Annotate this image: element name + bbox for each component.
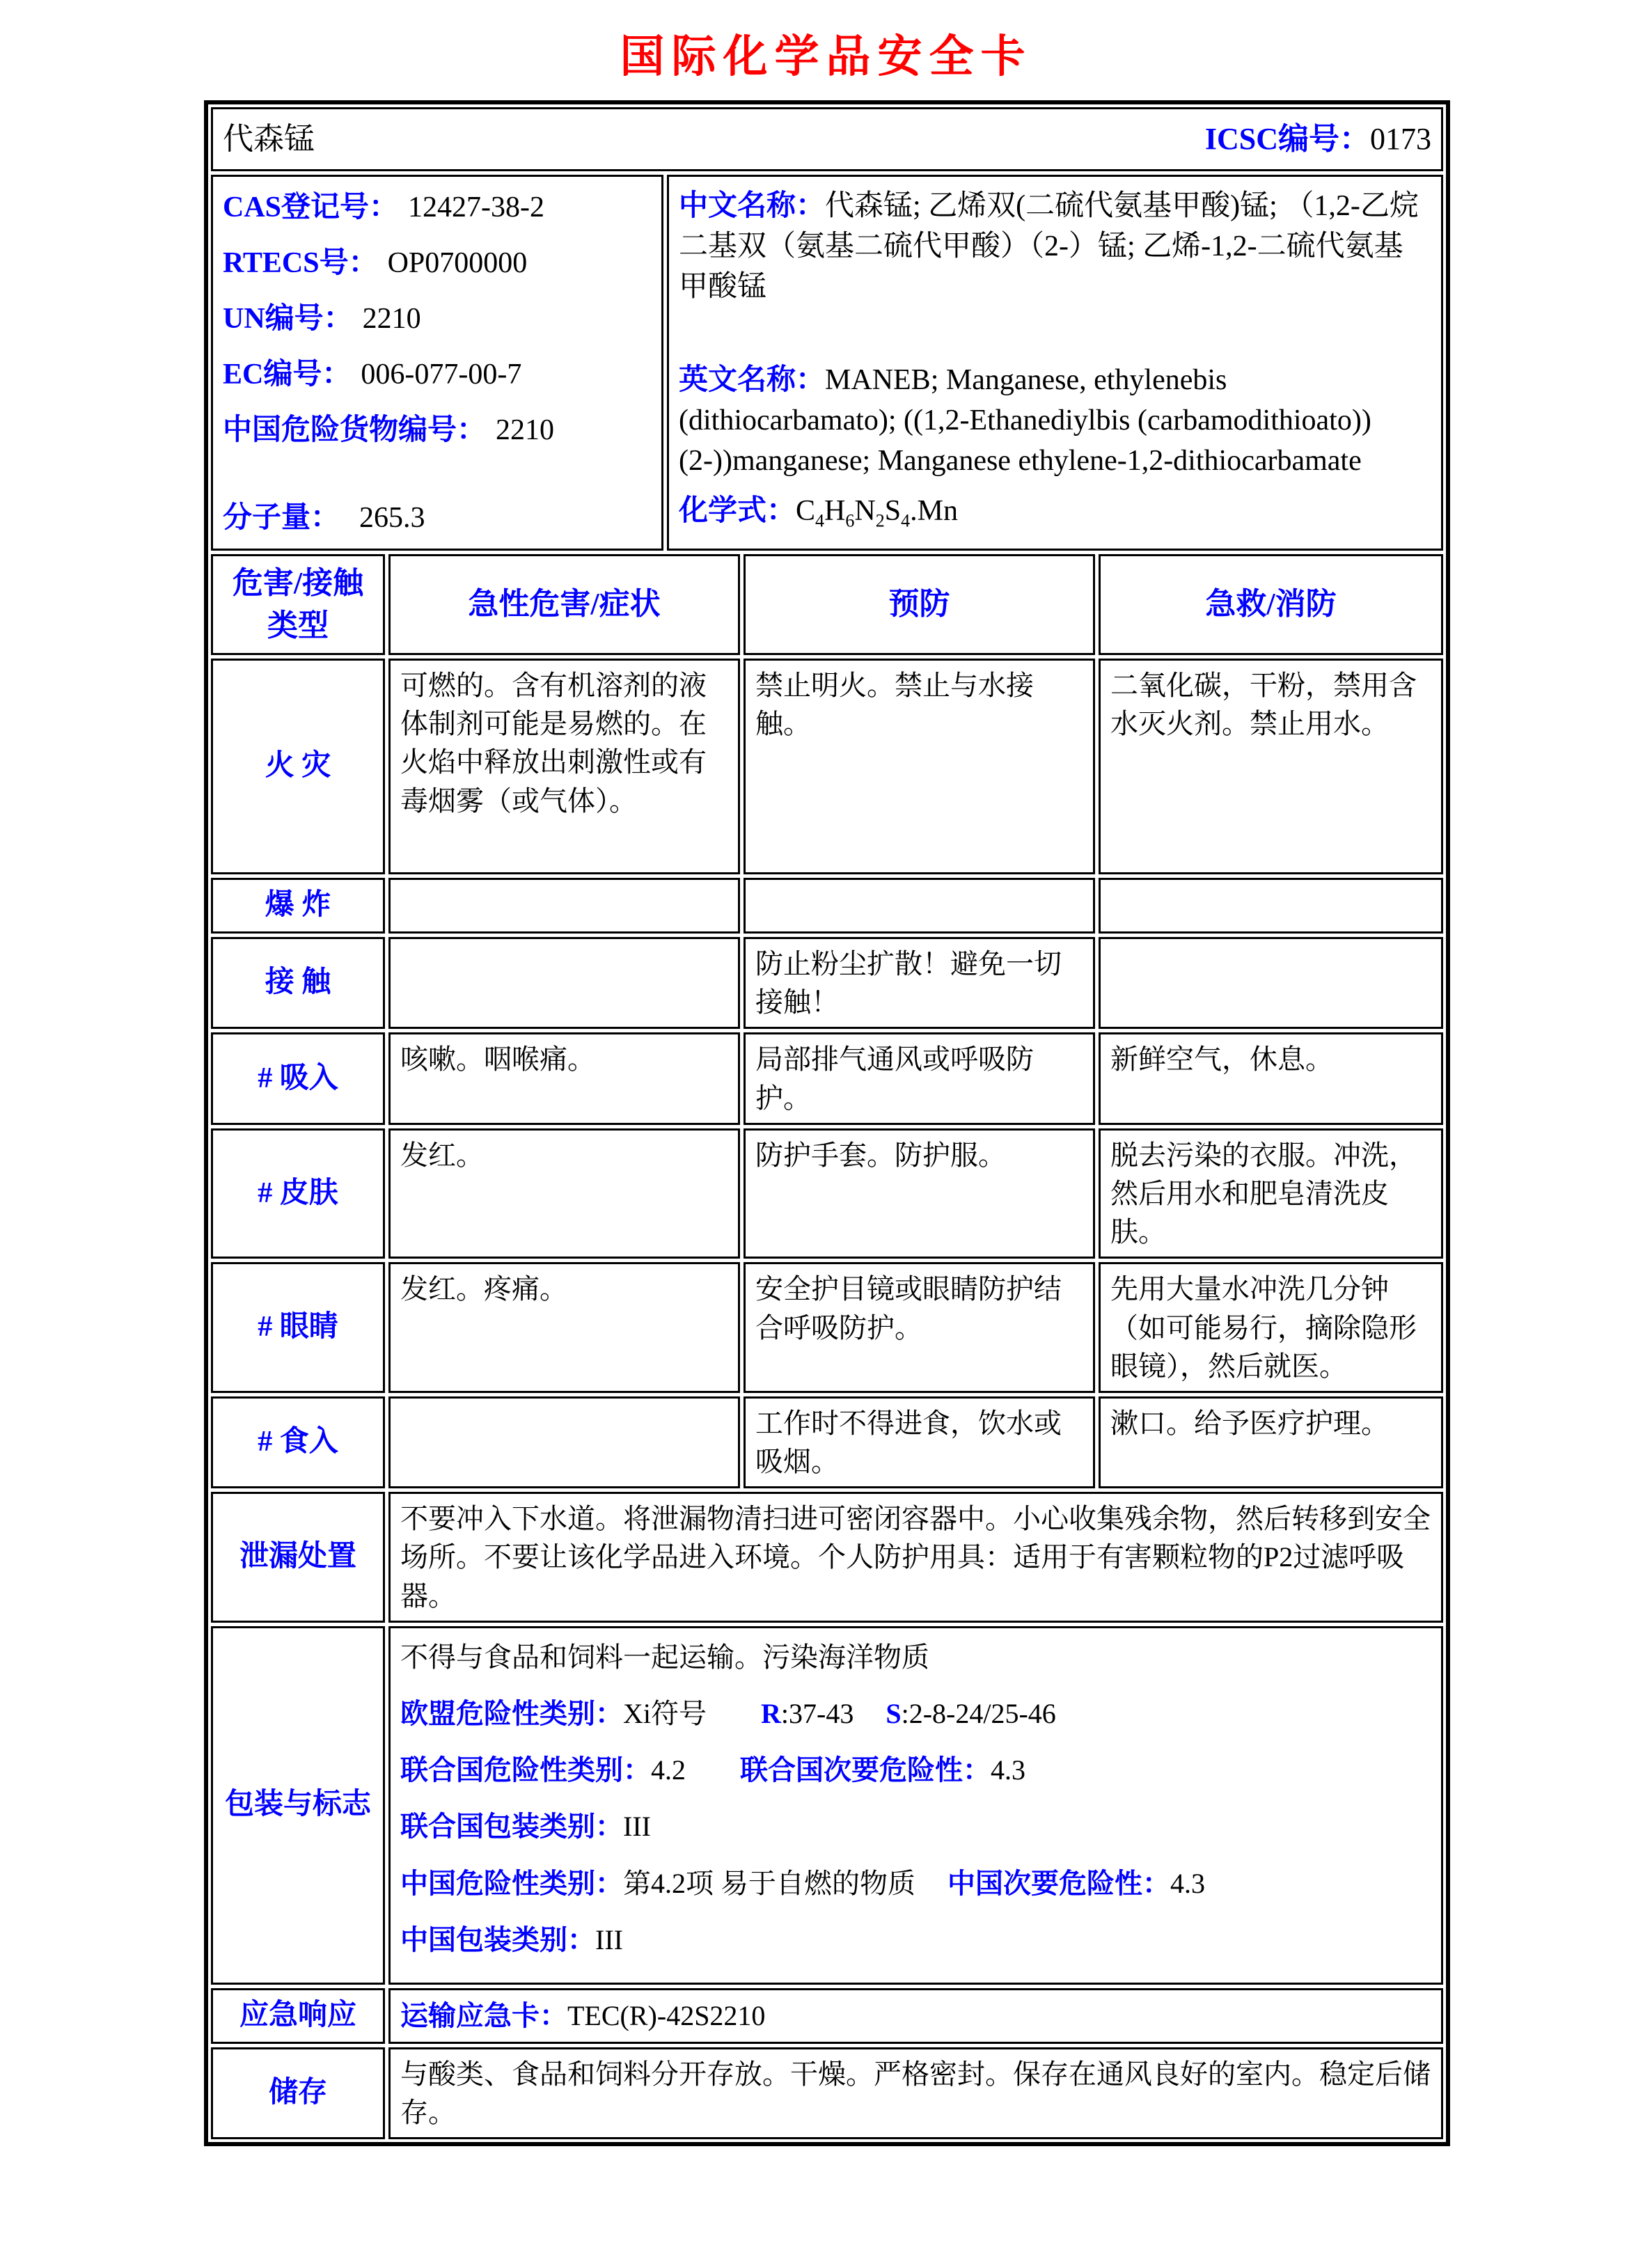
china-dg-number-line bbox=[223, 411, 652, 451]
s-phrase-value: :2-8-24/25-46 bbox=[901, 1698, 1056, 1729]
eu-class-label: 欧盟危险性类别： bbox=[400, 1698, 623, 1729]
cas-label: CAS登记号： bbox=[223, 191, 399, 223]
transport-card-value: TEC(R)-42S2210 bbox=[567, 2000, 766, 2032]
hazard-header-row bbox=[211, 554, 1443, 655]
row-inhalation bbox=[211, 1032, 1443, 1124]
storage-label: 储存 bbox=[211, 2047, 385, 2139]
name-cell bbox=[211, 107, 1443, 171]
ec-value: 006-077-00-7 bbox=[361, 358, 522, 391]
row-fire bbox=[211, 659, 1443, 874]
english-name-value: MANEB; Manganese, ethylenebis (dithiocarbamato); ((1,2-Ethanediylbis (carbamodithioato))(2-))manganese; Manganese ethylene-1,2-dithiocarbamate bbox=[679, 363, 1371, 477]
chinese-name-label: 中文名称： bbox=[679, 190, 826, 222]
cn-class-label: 中国危险性类别： bbox=[400, 1867, 623, 1899]
eyes-prevention: 安全护目镜或眼睛防护结合呼吸防护。 bbox=[744, 1262, 1095, 1393]
exposure-first-aid bbox=[1099, 937, 1443, 1029]
cas-number-line bbox=[223, 188, 652, 228]
cn-subrisk-label: 中国次要危险性： bbox=[947, 1867, 1170, 1899]
fire-first-aid: 二氧化碳，干粉，禁用含水灭火剂。禁止用水。 bbox=[1099, 659, 1443, 874]
row-exposure bbox=[211, 937, 1443, 1029]
formula-value: $C_4H_6N_2S_4.Mn$ bbox=[796, 494, 958, 531]
skin-first-aid: 脱去污染的衣服。冲洗，然后用水和肥皂清洗皮肤。 bbox=[1099, 1128, 1443, 1259]
safety-card bbox=[204, 100, 1450, 2146]
un-label: UN编号： bbox=[223, 302, 353, 335]
explosion-first-aid bbox=[1099, 878, 1443, 934]
ingestion-symptoms bbox=[388, 1396, 740, 1488]
un-subrisk-label: 联合国次要危险性： bbox=[740, 1754, 991, 1786]
page-title: 国际化学品安全卡 bbox=[620, 31, 1032, 83]
inhalation-first-aid: 新鲜空气，休息。 bbox=[1099, 1032, 1443, 1124]
storage-text: 与酸类、食品和饲料分开存放。干燥。严格密封。保存在通风良好的室内。稳定后储存。 bbox=[388, 2047, 1443, 2139]
exposure-symptoms bbox=[388, 937, 740, 1029]
header-prevention: 预防 bbox=[744, 554, 1095, 655]
cn-hazard-line bbox=[400, 1864, 1431, 1903]
english-name-line bbox=[679, 361, 1431, 482]
skin-type-label: # 皮肤 bbox=[211, 1128, 385, 1259]
emergency-content bbox=[388, 1988, 1443, 2044]
rtecs-label: RTECS号： bbox=[223, 246, 378, 279]
exposure-type-label: 接 触 bbox=[211, 937, 385, 1029]
rtecs-number-line bbox=[223, 244, 652, 284]
molecular-weight-line bbox=[223, 498, 652, 539]
ingestion-first-aid: 漱口。给予医疗护理。 bbox=[1099, 1396, 1443, 1488]
un-number-line bbox=[223, 299, 652, 340]
row-explosion bbox=[211, 878, 1443, 934]
s-phrase-label: S bbox=[886, 1698, 902, 1729]
names-cell bbox=[667, 175, 1443, 551]
inhalation-symptoms: 咳嗽。咽喉痛。 bbox=[388, 1032, 740, 1124]
chemical-name: 代森锰 bbox=[223, 121, 315, 156]
r-phrase-value: :37-43 bbox=[780, 1698, 854, 1729]
row-storage bbox=[211, 2047, 1443, 2139]
row-packaging-labelling bbox=[211, 1626, 1443, 1985]
rtecs-value: OP0700000 bbox=[387, 246, 528, 279]
un-class-value: 4.2 bbox=[651, 1754, 686, 1786]
un-hazard-line bbox=[400, 1751, 1431, 1789]
chinese-name-line bbox=[679, 187, 1431, 308]
icsc-label: ICSC编号： bbox=[1204, 121, 1370, 156]
name-row bbox=[211, 107, 1443, 171]
fire-symptoms: 可燃的。含有机溶剂的液体制剂可能是易燃的。在火焰中释放出刺激性或有毒烟雾（或气体）。 bbox=[388, 659, 740, 874]
eu-hazard-line bbox=[400, 1694, 1431, 1733]
cn-packing-line bbox=[400, 1921, 1431, 1959]
ec-number-line bbox=[223, 355, 652, 395]
molecular-weight-label: 分子量： bbox=[223, 502, 340, 535]
row-spill-disposal bbox=[211, 1492, 1443, 1623]
eyes-symptoms: 发红。疼痛。 bbox=[388, 1262, 740, 1393]
header-hazard-type: 危害/接触 类型 bbox=[211, 554, 385, 655]
un-packing-line bbox=[400, 1807, 1431, 1845]
row-ingestion bbox=[211, 1396, 1443, 1488]
eu-class-value: Xi符号 bbox=[623, 1698, 707, 1729]
ec-label: EC编号： bbox=[223, 358, 352, 391]
row-emergency-response bbox=[211, 1988, 1443, 2044]
cas-value: 12427-38-2 bbox=[408, 191, 545, 223]
packaging-content bbox=[388, 1626, 1443, 1985]
header-acute-symptoms: 急性危害/症状 bbox=[388, 554, 740, 655]
cn-class-value: 第4.2项 易于自燃的物质 bbox=[623, 1867, 915, 1899]
eyes-first-aid: 先用大量水冲洗几分钟（如可能易行，摘除隐形眼镜），然后就医。 bbox=[1099, 1262, 1443, 1393]
un-class-label: 联合国危险性类别： bbox=[400, 1754, 651, 1786]
un-subrisk-value: 4.3 bbox=[991, 1754, 1025, 1786]
explosion-symptoms bbox=[388, 878, 740, 934]
formula-line bbox=[679, 491, 1431, 533]
transport-card-label: 运输应急卡： bbox=[400, 2000, 567, 2032]
inhalation-type-label: # 吸入 bbox=[211, 1032, 385, 1124]
spill-label: 泄漏处置 bbox=[211, 1492, 385, 1623]
identifiers-cell bbox=[211, 175, 663, 551]
row-eyes bbox=[211, 1262, 1443, 1393]
cn-pack-label: 中国包装类别： bbox=[400, 1923, 595, 1955]
fire-prevention: 禁止明火。禁止与水接触。 bbox=[744, 659, 1095, 874]
ingestion-prevention: 工作时不得进食，饮水或吸烟。 bbox=[744, 1396, 1095, 1488]
english-name-label: 英文名称： bbox=[679, 363, 826, 396]
chinese-name-value: 代森锰; 乙烯双(二硫代氨基甲酸)锰; （1,2-乙烷二基双（氨基二硫代甲酸）（2-）锰; 乙烯-1,2-二硫代氨基甲酸锰 bbox=[679, 190, 1419, 303]
un-pack-label: 联合国包装类别： bbox=[400, 1811, 623, 1843]
header-first-aid: 急救/消防 bbox=[1099, 554, 1443, 655]
formula-label: 化学式： bbox=[679, 494, 796, 527]
fire-type-label: 火 灾 bbox=[211, 659, 385, 874]
exposure-prevention: 防止粉尘扩散！避免一切接触！ bbox=[744, 937, 1095, 1029]
cn-subrisk-value: 4.3 bbox=[1170, 1867, 1205, 1899]
un-value: 2210 bbox=[362, 302, 421, 335]
ingestion-type-label: # 食入 bbox=[211, 1396, 385, 1488]
china-dg-value: 2210 bbox=[496, 414, 555, 446]
explosion-prevention bbox=[744, 878, 1095, 934]
cn-pack-value: III bbox=[595, 1923, 623, 1955]
packaging-label: 包装与标志 bbox=[211, 1626, 385, 1985]
skin-symptoms: 发红。 bbox=[388, 1128, 740, 1259]
identifiers-row bbox=[211, 175, 1443, 551]
r-phrase-label: R bbox=[761, 1698, 781, 1729]
spill-text: 不要冲入下水道。将泄漏物清扫进可密闭容器中。小心收集残余物，然后转移到安全场所。不要让该化学品进入环境。个人防护用具：适用于有害颗粒物的P2过滤呼吸器。 bbox=[388, 1492, 1443, 1623]
china-dg-label: 中国危险货物编号： bbox=[223, 414, 487, 446]
transport-note: 不得与食品和饲料一起运输。污染海洋物质 bbox=[400, 1641, 929, 1673]
molecular-weight-value: 265.3 bbox=[359, 502, 425, 535]
emergency-label: 应急响应 bbox=[211, 1988, 385, 2044]
inhalation-prevention: 局部排气通风或呼吸防护。 bbox=[744, 1032, 1095, 1124]
row-skin bbox=[211, 1128, 1443, 1259]
icsc-number: 0173 bbox=[1370, 121, 1431, 156]
skin-prevention: 防护手套。防护服。 bbox=[744, 1128, 1095, 1259]
icsc-group bbox=[1205, 118, 1431, 161]
eyes-type-label: # 眼睛 bbox=[211, 1262, 385, 1393]
explosion-type-label: 爆 炸 bbox=[211, 878, 385, 934]
un-pack-value: III bbox=[623, 1811, 651, 1843]
